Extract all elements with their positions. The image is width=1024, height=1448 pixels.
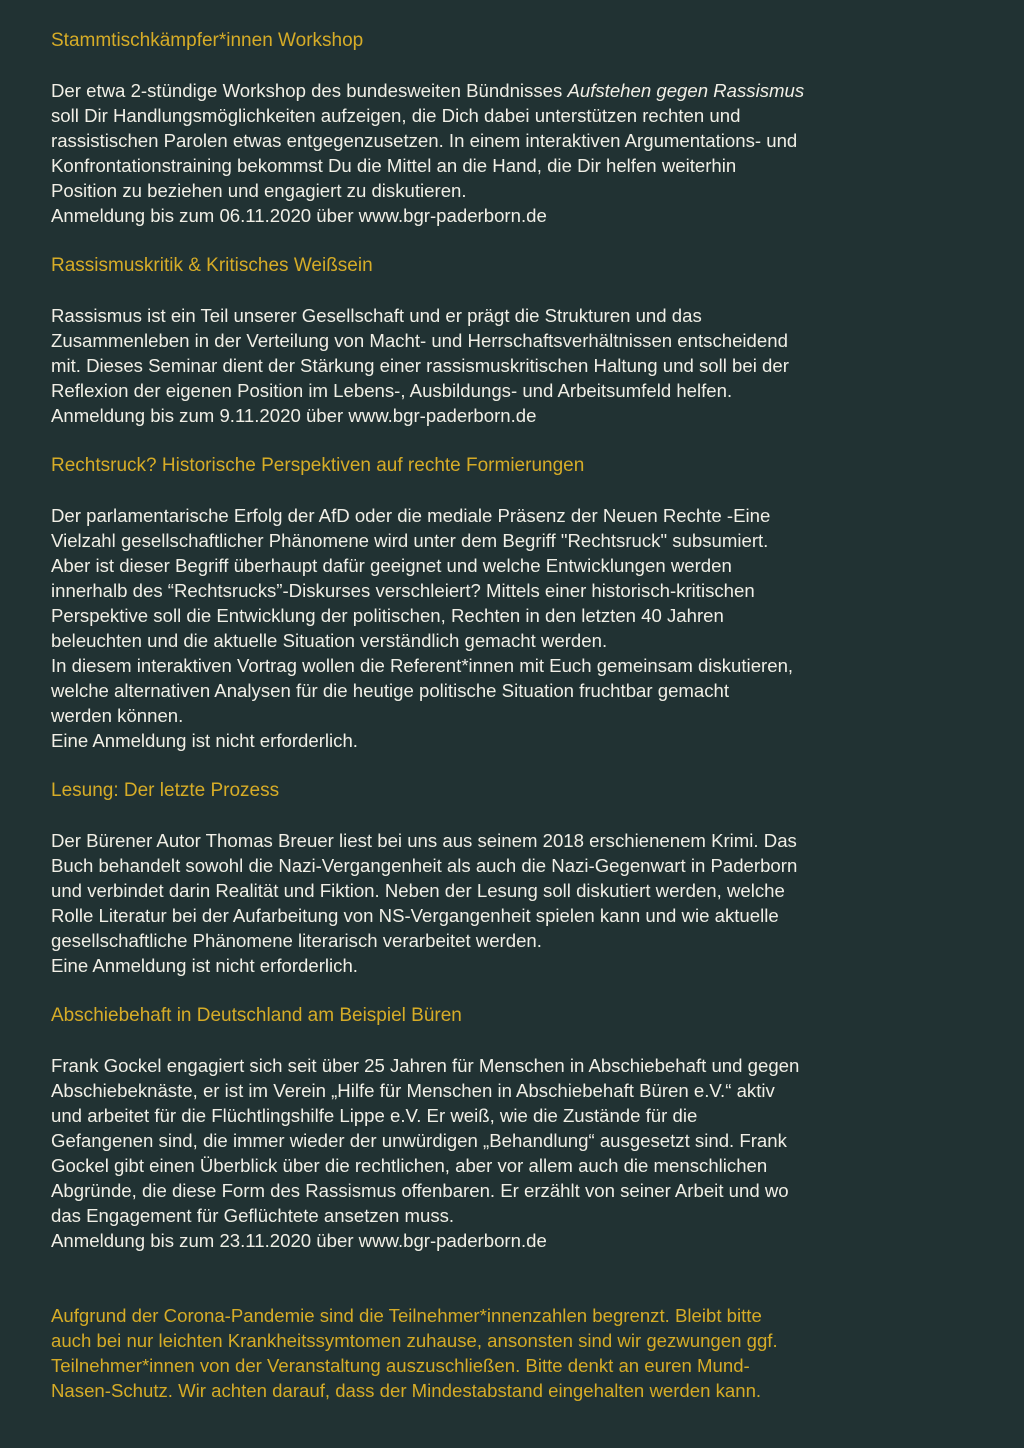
body-line: gesellschaftliche Phänomene literarisch verarbeitet werden. [51,930,542,951]
section-body [51,503,970,753]
body-line: Vielzahl gesellschaftlicher Phänomene wird unter dem Begriff "Rechtsruck" subsumiert. [51,530,769,551]
registration-line: Anmeldung bis zum 9.11.2020 über www.bgr-paderborn.de [51,405,537,426]
body-line: beleuchten und die aktuelle Situation verständlich gemacht werden. [51,630,608,651]
registration-line: Eine Anmeldung ist nicht erforderlich. [51,730,358,751]
body-line: Gockel gibt einen Überblick über die rechtlichen, aber vor allem auch die menschlichen [51,1155,768,1176]
section-workshop [51,28,970,228]
notice-line: Aufgrund der Corona-Pandemie sind die Teilnehmer*innenzahlen begrenzt. Bleibt bitte [51,1305,762,1326]
section-heading: Rassismuskritik & Kritisches Weißsein [51,255,373,276]
body-line: Perspektive soll die Entwicklung der politischen, Rechten in den letzten 40 Jahren [51,605,724,626]
body-line: und verbindet darin Realität und Fiktion. Neben der Lesung soll diskutiert werden, welche [51,880,785,901]
registration-line: Anmeldung bis zum 23.11.2020 über www.bgr-paderborn.de [51,1230,547,1251]
body-line [51,78,970,103]
body-line: Reflexion der eigenen Position im Lebens-, Ausbildungs- und Arbeitsumfeld helfen. [51,380,733,401]
body-line: innerhalb des “Rechtsrucks”-Diskurses verschleiert? Mittels einer historisch-kritischen [51,580,755,601]
body-line: Rassismus ist ein Teil unserer Gesellschaft und er prägt die Strukturen und das [51,305,702,326]
alliance-name: Aufstehen gegen Rassismus [567,80,805,101]
section-rechtsruck [51,453,970,753]
body-line: Der parlamentarische Erfolg der AfD oder die mediale Präsenz der Neuen Rechte -Eine [51,505,771,526]
notice-line: Teilnehmer*innen von der Veranstaltung auszuschließen. Bitte denkt an euren Mund- [51,1355,750,1376]
body-line: Zusammenleben in der Verteilung von Macht- und Herrschaftsverhältnissen entscheidend [51,330,788,351]
section-heading: Abschiebehaft in Deutschland am Beispiel Büren [51,1005,462,1026]
body-line: und arbeitet für die Flüchtlingshilfe Lippe e.V. Er weiß, wie die Zustände für die [51,1105,698,1126]
body-line: Konfrontationstraining bekommst Du die Mittel an die Hand, die Dir helfen weiterhin [51,155,737,176]
section-heading: Rechtsruck? Historische Perspektiven auf rechte Formierungen [51,455,585,476]
body-line: Buch behandelt sowohl die Nazi-Vergangenheit als auch die Nazi-Gegenwart in Paderborn [51,855,798,876]
body-line: soll Dir Handlungsmöglichkeiten aufzeigen, die Dich dabei unterstützen rechten und [51,105,741,126]
body-line: Gefangenen sind, die immer wieder der unwürdigen „Behandlung“ ausgesetzt sind. Frank [51,1130,787,1151]
registration-line: Anmeldung bis zum 06.11.2020 über www.bgr-paderborn.de [51,205,547,226]
section-rassismuskritik [51,253,970,428]
section-body [51,303,970,428]
section-lesung [51,778,970,978]
body-line: Frank Gockel engagiert sich seit über 25 Jahren für Menschen in Abschiebehaft und gegen [51,1055,800,1076]
body-line: Rolle Literatur bei der Aufarbeitung von NS-Vergangenheit spielen kann und wie aktuelle [51,905,779,926]
body-line: welche alternativen Analysen für die heutige politische Situation fruchtbar gemacht [51,680,730,701]
body-line: Position zu beziehen und engagiert zu diskutieren. [51,180,467,201]
section-body [51,828,970,978]
registration-line: Eine Anmeldung ist nicht erforderlich. [51,955,358,976]
section-body [51,78,970,228]
section-heading: Lesung: Der letzte Prozess [51,780,280,801]
body-line: Abgründe, die diese Form des Rassismus offenbaren. Er erzählt von seiner Arbeit und wo [51,1180,789,1201]
body-line-text: Der etwa 2-stündige Workshop des bundesweiten Bündnisses [51,80,568,101]
section-abschiebehaft [51,1003,970,1253]
body-line: In diesem interaktiven Vortrag wollen die Referent*innen mit Euch gemeinsam diskutieren, [51,655,794,676]
body-line: rassistischen Parolen etwas entgegenzusetzen. In einem interaktiven Argumentations- und [51,130,798,151]
corona-notice [51,1303,970,1403]
notice-line: Nasen-Schutz. Wir achten darauf, dass der Mindestabstand eingehalten werden kann. [51,1380,762,1401]
section-body [51,1053,970,1253]
body-line: Abschiebeknäste, er ist im Verein „Hilfe für Menschen in Abschiebehaft Büren e.V.“ aktiv [51,1080,775,1101]
body-line: Der Bürener Autor Thomas Breuer liest bei uns aus seinem 2018 erschienenem Krimi. Das [51,830,797,851]
body-line: Aber ist dieser Begriff überhaupt dafür geeignet und welche Entwicklungen werden [51,555,732,576]
body-line: mit. Dieses Seminar dient der Stärkung einer rassismuskritischen Haltung und soll bei der [51,355,789,376]
section-heading: Stammtischkämpfer*innen Workshop [51,30,364,51]
body-line: das Engagement für Geflüchtete ansetzen muss. [51,1205,455,1226]
notice-line: auch bei nur leichten Krankheitssymtomen zuhause, ansonsten sind wir gezwungen ggf. [51,1330,778,1351]
body-line: werden können. [51,705,184,726]
